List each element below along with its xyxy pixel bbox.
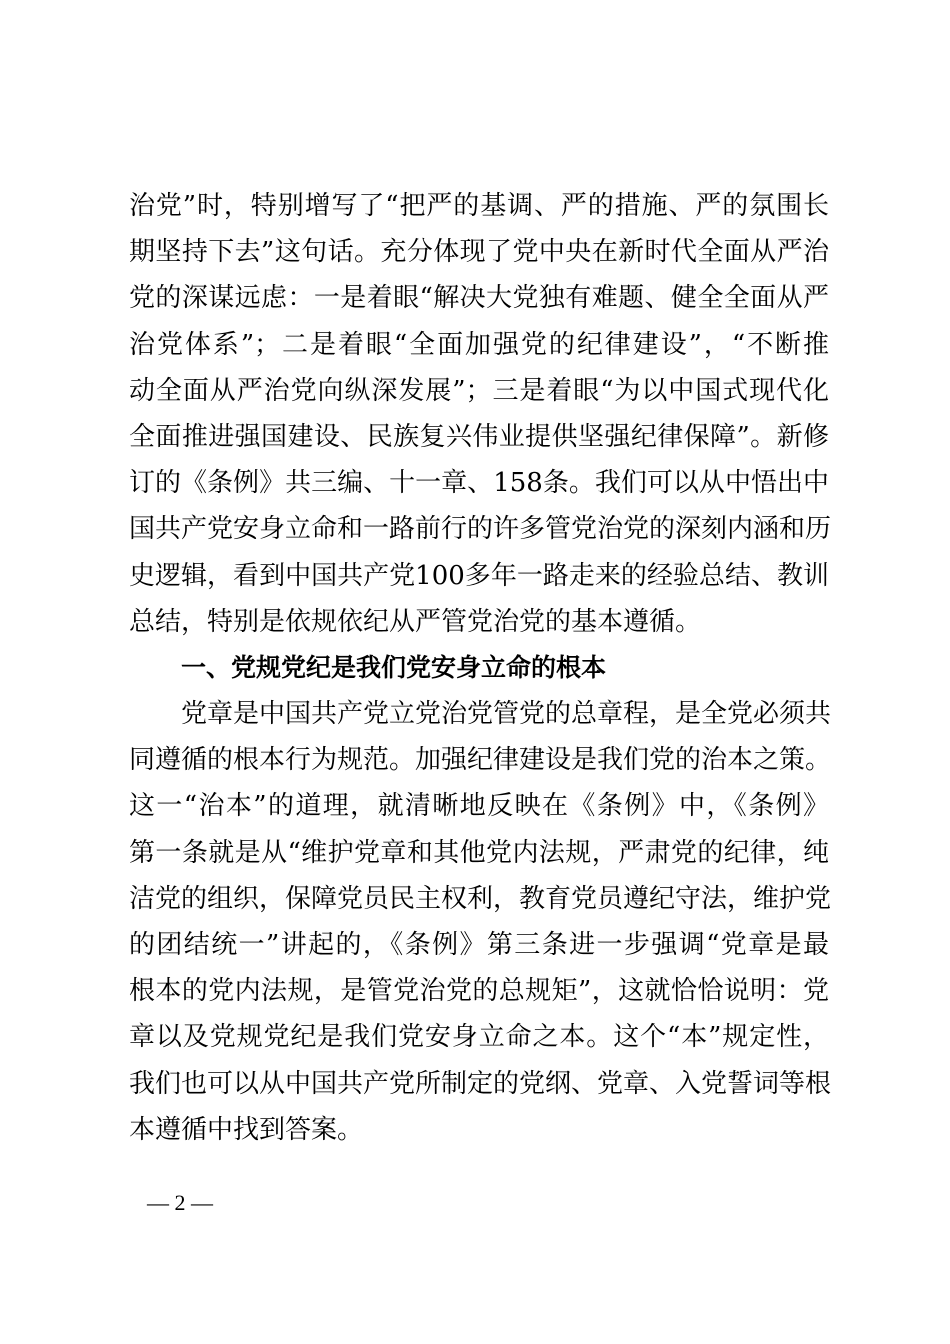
page-number: — 2 — [147,1190,213,1215]
text-line: 党章是中国共产党立党治党管党的总章程，是全党必须共 [181,699,832,730]
text-line: 党的深谋远虑：一是着眼“解决大党独有难题、健全全面从严 [129,283,829,314]
text-line: 动全面从严治党向纵深发展”；三是着眼“为以中国式现代化 [129,375,829,406]
text-line: 治党体系”；二是着眼“全面加强党的纪律建设”，“不断推 [129,329,829,360]
section-heading: 一、党规党纪是我们党安身立命的根本 [181,652,607,682]
text-line: 期坚持下去”这句话。充分体现了党中央在新时代全面从严治 [129,237,829,268]
text-line: 史逻辑，看到中国共产党100多年一路走来的经验总结、教训 [129,560,829,591]
text-line: 全面推进强国建设、民族复兴伟业提供坚强纪律保障”。新修 [129,421,829,452]
text-line: 国共产党安身立命和一路前行的许多管党治党的深刻内涵和历 [129,514,832,545]
text-line: 治党”时，特别增写了“把严的基调、严的措施、严的氛围长 [129,191,829,221]
text-line: 这一“治本”的道理，就清晰地反映在《条例》中，《条例》 [129,791,829,822]
text-line: 订的《条例》共三编、十一章、158条。我们可以从中悟出中 [129,468,829,499]
text-line: 总结，特别是依规依纪从严管党治党的基本遵循。 [129,606,702,637]
text-line: 根本的党内法规，是管党治党的总规矩”，这就恰恰说明：党 [129,976,829,1007]
text-line: 的团结统一”讲起的，《条例》第三条进一步强调“党章是最 [129,930,829,960]
text-line: 第一条就是从“维护党章和其他党内法规，严肃党的纪律，纯 [129,837,829,868]
text-line: 章以及党规党纪是我们党安身立命之本。这个“本”规定性， [129,1022,829,1053]
text-line: 洁党的组织，保障党员民主权利，教育党员遵纪守法，维护党 [129,883,832,914]
text-line: 本遵循中找到答案。 [129,1114,364,1145]
text-line: 同遵循的根本行为规范。加强纪律建设是我们党的治本之策。 [129,745,832,776]
text-line: 我们也可以从中国共产党所制定的党纲、党章、入党誓词等根 [129,1068,832,1099]
document-body [129,183,832,1153]
